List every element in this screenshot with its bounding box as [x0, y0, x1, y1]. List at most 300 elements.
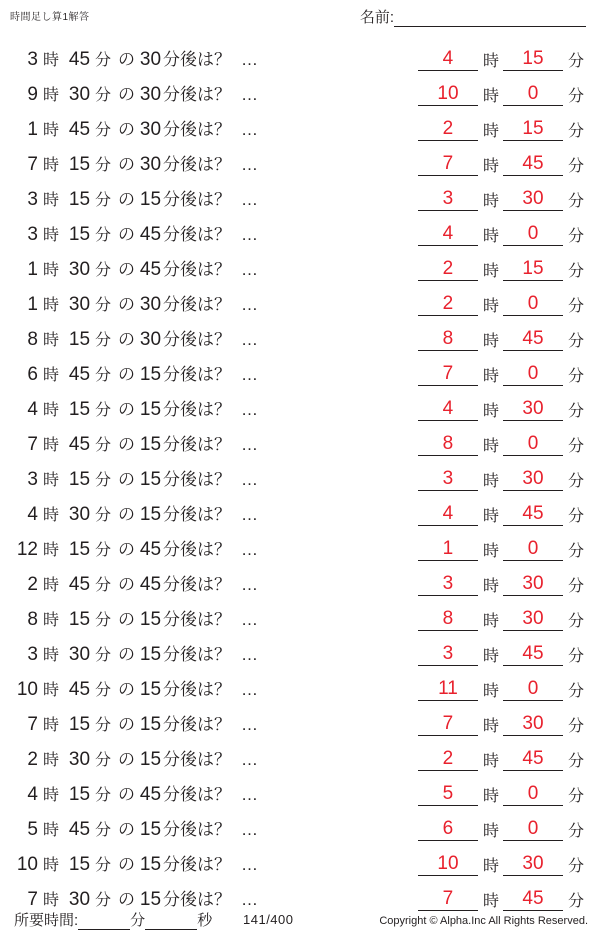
answer-minute[interactable]: 15 [503, 49, 563, 71]
hour-unit: 時 [43, 87, 60, 104]
answer-hour[interactable]: 10 [418, 854, 478, 876]
answer-minute-unit: 分 [567, 123, 584, 140]
question-hour: 7 [27, 714, 38, 735]
document-title: 時間足し算1解答 [10, 12, 90, 23]
question-minute: 45 [68, 434, 91, 455]
answer-minute[interactable]: 0 [503, 679, 563, 701]
question-add-minutes: 30 [139, 49, 162, 70]
ellipsis: … [241, 785, 259, 804]
no-particle: の [118, 820, 136, 839]
answer-minute[interactable]: 0 [503, 84, 563, 106]
problem-row [0, 421, 600, 456]
answer-minute[interactable]: 30 [503, 714, 563, 736]
problem-row [0, 631, 600, 666]
hour-unit: 時 [43, 262, 60, 279]
answer-hour-unit: 時 [482, 438, 499, 455]
hour-unit: 時 [43, 717, 60, 734]
answer-minute-unit: 分 [567, 228, 584, 245]
minute-unit: 分 [95, 612, 112, 629]
answer-minute[interactable]: 0 [503, 434, 563, 456]
question-hour: 10 [16, 854, 38, 875]
question-add-minutes: 45 [139, 224, 162, 245]
answer-minute[interactable]: 0 [503, 294, 563, 316]
answer-group [418, 713, 588, 736]
answer-minute[interactable]: 45 [503, 329, 563, 351]
question-add-minutes: 30 [139, 329, 162, 350]
name-label: 名前: [359, 9, 394, 26]
problem-row [0, 771, 600, 806]
hour-unit: 時 [43, 647, 60, 664]
hour-unit: 時 [43, 367, 60, 384]
answer-group [418, 818, 588, 841]
after-phrase: 分後は？ [163, 225, 232, 244]
answer-group [418, 853, 588, 876]
after-phrase: 分後は？ [163, 400, 232, 419]
question-hour: 2 [27, 749, 38, 770]
answer-minute-unit: 分 [567, 648, 584, 665]
after-phrase: 分後は？ [163, 120, 232, 139]
ellipsis: … [241, 400, 259, 419]
problem-question [12, 710, 258, 736]
answer-hour-unit: 時 [482, 333, 499, 350]
hour-unit: 時 [43, 297, 60, 314]
problem-row [0, 211, 600, 246]
answer-minute[interactable]: 15 [503, 259, 563, 281]
after-phrase: 分後は？ [163, 435, 232, 454]
after-phrase: 分後は？ [163, 890, 232, 909]
page-header [0, 6, 600, 32]
question-hour: 3 [27, 469, 38, 490]
answer-minute[interactable]: 30 [503, 189, 563, 211]
ellipsis: … [241, 190, 259, 209]
answer-minute[interactable]: 0 [503, 539, 563, 561]
answer-group [418, 643, 588, 666]
answer-hour[interactable]: 7 [418, 154, 478, 176]
question-add-minutes: 15 [139, 609, 162, 630]
question-add-minutes: 15 [139, 469, 162, 490]
answer-hour[interactable]: 1 [418, 539, 478, 561]
answer-minute[interactable]: 15 [503, 119, 563, 141]
answer-group [418, 153, 588, 176]
question-add-minutes: 15 [139, 819, 162, 840]
question-hour: 7 [27, 154, 38, 175]
question-add-minutes: 15 [139, 189, 162, 210]
hour-unit: 時 [43, 437, 60, 454]
answer-hour-unit: 時 [482, 613, 499, 630]
answer-minute-unit: 分 [567, 368, 584, 385]
minute-unit: 分 [95, 367, 112, 384]
page-number: 141/400 [243, 912, 294, 927]
question-minute: 30 [68, 889, 91, 910]
ellipsis: … [241, 330, 259, 349]
answer-minute[interactable]: 30 [503, 609, 563, 631]
answer-hour[interactable]: 11 [418, 679, 478, 701]
after-phrase: 分後は？ [163, 470, 232, 489]
problem-row [0, 176, 600, 211]
question-hour: 3 [27, 224, 38, 245]
time-required-label: 所要時間: [14, 912, 79, 929]
answer-hour[interactable]: 4 [418, 504, 478, 526]
question-hour: 5 [27, 819, 38, 840]
answer-hour-unit: 時 [482, 648, 499, 665]
answer-group [418, 398, 588, 421]
ellipsis: … [241, 155, 259, 174]
question-add-minutes: 30 [139, 154, 162, 175]
after-phrase: 分後は？ [163, 715, 232, 734]
question-add-minutes: 15 [139, 399, 162, 420]
after-phrase: 分後は？ [163, 750, 232, 769]
answer-minute[interactable]: 30 [503, 574, 563, 596]
problem-row [0, 876, 600, 911]
hour-unit: 時 [43, 122, 60, 139]
answer-minute[interactable]: 45 [503, 889, 563, 911]
hour-unit: 時 [43, 577, 60, 594]
answer-minute-unit: 分 [567, 753, 584, 770]
question-hour: 12 [16, 539, 38, 560]
answer-hour-unit: 時 [482, 53, 499, 70]
problem-question [12, 430, 258, 456]
after-phrase: 分後は？ [163, 820, 232, 839]
question-add-minutes: 30 [139, 294, 162, 315]
no-particle: の [118, 435, 136, 454]
after-phrase: 分後は？ [163, 575, 232, 594]
problem-row [0, 596, 600, 631]
question-minute: 15 [68, 609, 91, 630]
answer-hour-unit: 時 [482, 823, 499, 840]
answer-hour[interactable]: 7 [418, 714, 478, 736]
answer-minute-unit: 分 [567, 893, 584, 910]
minute-unit: 分 [95, 787, 112, 804]
problem-row [0, 281, 600, 316]
problem-row [0, 386, 600, 421]
answer-minute-unit: 分 [567, 298, 584, 315]
answer-group [418, 538, 588, 561]
answer-hour[interactable]: 7 [418, 889, 478, 911]
question-hour: 2 [27, 574, 38, 595]
answer-hour-unit: 時 [482, 788, 499, 805]
answer-minute-unit: 分 [567, 578, 584, 595]
question-add-minutes: 30 [139, 84, 162, 105]
minute-unit: 分 [95, 87, 112, 104]
answer-hour-unit: 時 [482, 578, 499, 595]
answer-hour[interactable]: 3 [418, 189, 478, 211]
answer-minute[interactable]: 45 [503, 644, 563, 666]
question-hour: 3 [27, 189, 38, 210]
after-phrase: 分後は？ [163, 680, 232, 699]
question-hour: 7 [27, 889, 38, 910]
answer-minute[interactable]: 45 [503, 504, 563, 526]
ellipsis: … [241, 890, 259, 909]
answer-group [418, 328, 588, 351]
answer-hour-unit: 時 [482, 193, 499, 210]
minute-unit: 分 [95, 647, 112, 664]
answer-group [418, 503, 588, 526]
question-add-minutes: 15 [139, 644, 162, 665]
after-phrase: 分後は？ [163, 85, 232, 104]
question-minute: 45 [68, 49, 91, 70]
answer-minute[interactable]: 0 [503, 224, 563, 246]
question-minute: 15 [68, 854, 91, 875]
question-minute: 30 [68, 259, 91, 280]
problem-question [12, 465, 258, 491]
answer-minute[interactable]: 0 [503, 784, 563, 806]
hour-unit: 時 [43, 612, 60, 629]
answer-hour[interactable]: 5 [418, 784, 478, 806]
after-phrase: 分後は？ [163, 50, 232, 69]
no-particle: の [118, 715, 136, 734]
problem-row [0, 456, 600, 491]
ellipsis: … [241, 120, 259, 139]
ellipsis: … [241, 470, 259, 489]
no-particle: の [118, 190, 136, 209]
answer-hour-unit: 時 [482, 858, 499, 875]
question-hour: 8 [27, 609, 38, 630]
answer-hour[interactable]: 8 [418, 329, 478, 351]
question-minute: 15 [68, 469, 91, 490]
copyright-notice: Copyright © Alpha.Inc All Rights Reserved. [379, 915, 588, 927]
hour-unit: 時 [43, 52, 60, 69]
answer-minute[interactable]: 45 [503, 749, 563, 771]
answer-minute-unit: 分 [567, 683, 584, 700]
answer-minute[interactable]: 30 [503, 469, 563, 491]
problem-question [12, 605, 258, 631]
question-hour: 7 [27, 434, 38, 455]
minute-unit: 分 [95, 262, 112, 279]
problem-question [12, 255, 258, 281]
after-phrase: 分後は？ [163, 190, 232, 209]
answer-hour-unit: 時 [482, 368, 499, 385]
answer-hour[interactable]: 2 [418, 294, 478, 316]
question-hour: 9 [27, 84, 38, 105]
answer-hour-unit: 時 [482, 88, 499, 105]
answer-group [418, 433, 588, 456]
question-minute: 45 [68, 119, 91, 140]
minute-unit: 分 [95, 122, 112, 139]
answer-hour[interactable]: 3 [418, 574, 478, 596]
problem-question [12, 815, 258, 841]
minute-unit: 分 [95, 542, 112, 559]
answer-hour[interactable]: 8 [418, 434, 478, 456]
answer-hour-unit: 時 [482, 158, 499, 175]
question-hour: 4 [27, 784, 38, 805]
no-particle: の [118, 120, 136, 139]
no-particle: の [118, 295, 136, 314]
answer-minute[interactable]: 30 [503, 399, 563, 421]
no-particle: の [118, 855, 136, 874]
answer-group [418, 223, 588, 246]
answer-hour[interactable]: 4 [418, 224, 478, 246]
question-hour: 8 [27, 329, 38, 350]
answer-hour[interactable]: 6 [418, 819, 478, 841]
answer-minute-unit: 分 [567, 823, 584, 840]
ellipsis: … [241, 225, 259, 244]
no-particle: の [118, 225, 136, 244]
answer-minute-unit: 分 [567, 158, 584, 175]
answer-minute[interactable]: 45 [503, 154, 563, 176]
answer-hour-unit: 時 [482, 753, 499, 770]
hour-unit: 時 [43, 822, 60, 839]
answer-hour[interactable]: 10 [418, 84, 478, 106]
problem-row [0, 561, 600, 596]
answer-hour-unit: 時 [482, 543, 499, 560]
minute-unit: 分 [95, 822, 112, 839]
problem-question [12, 80, 258, 106]
answer-hour[interactable]: 2 [418, 119, 478, 141]
ellipsis: … [241, 295, 259, 314]
hour-unit: 時 [43, 857, 60, 874]
no-particle: の [118, 610, 136, 629]
ellipsis: … [241, 540, 259, 559]
answer-hour-unit: 時 [482, 683, 499, 700]
problem-row [0, 841, 600, 876]
question-minute: 15 [68, 399, 91, 420]
hour-unit: 時 [43, 227, 60, 244]
ellipsis: … [241, 645, 259, 664]
answer-minute[interactable]: 30 [503, 854, 563, 876]
answer-hour[interactable]: 8 [418, 609, 478, 631]
question-hour: 10 [16, 679, 38, 700]
hour-unit: 時 [43, 192, 60, 209]
time-second-input-line[interactable] [145, 913, 197, 930]
ellipsis: … [241, 750, 259, 769]
answer-minute-unit: 分 [567, 613, 584, 630]
question-hour: 3 [27, 644, 38, 665]
after-phrase: 分後は？ [163, 260, 232, 279]
answer-hour[interactable]: 7 [418, 364, 478, 386]
answer-group [418, 573, 588, 596]
no-particle: の [118, 260, 136, 279]
answer-group [418, 888, 588, 911]
answer-minute[interactable]: 0 [503, 819, 563, 841]
hour-unit: 時 [43, 787, 60, 804]
question-add-minutes: 15 [139, 504, 162, 525]
answer-hour[interactable]: 2 [418, 259, 478, 281]
question-add-minutes: 15 [139, 889, 162, 910]
question-hour: 1 [27, 119, 38, 140]
name-input-line[interactable] [394, 9, 586, 27]
question-minute: 15 [68, 784, 91, 805]
ellipsis: … [241, 85, 259, 104]
problem-question [12, 885, 258, 911]
hour-unit: 時 [43, 892, 60, 909]
no-particle: の [118, 155, 136, 174]
question-minute: 30 [68, 644, 91, 665]
question-minute: 15 [68, 714, 91, 735]
after-phrase: 分後は？ [163, 155, 232, 174]
answer-group [418, 678, 588, 701]
problem-row [0, 701, 600, 736]
answer-hour-unit: 時 [482, 263, 499, 280]
after-phrase: 分後は？ [163, 855, 232, 874]
problem-row [0, 526, 600, 561]
question-minute: 30 [68, 84, 91, 105]
answer-group [418, 363, 588, 386]
no-particle: の [118, 680, 136, 699]
answer-hour-unit: 時 [482, 403, 499, 420]
question-hour: 3 [27, 49, 38, 70]
hour-unit: 時 [43, 682, 60, 699]
problem-question [12, 290, 258, 316]
answer-hour[interactable]: 2 [418, 749, 478, 771]
question-hour: 1 [27, 259, 38, 280]
after-phrase: 分後は？ [163, 645, 232, 664]
answer-hour[interactable]: 3 [418, 644, 478, 666]
after-phrase: 分後は？ [163, 610, 232, 629]
minute-unit: 分 [95, 682, 112, 699]
answer-minute-unit: 分 [567, 718, 584, 735]
answer-minute-unit: 分 [567, 193, 584, 210]
problem-row [0, 491, 600, 526]
minute-unit: 分 [95, 192, 112, 209]
question-add-minutes: 15 [139, 364, 162, 385]
minute-unit: 分 [95, 752, 112, 769]
question-add-minutes: 15 [139, 714, 162, 735]
minute-unit: 分 [95, 857, 112, 874]
problem-row [0, 106, 600, 141]
problem-question [12, 325, 258, 351]
problem-question [12, 570, 258, 596]
ellipsis: … [241, 820, 259, 839]
answer-hour[interactable]: 4 [418, 399, 478, 421]
answer-minute-unit: 分 [567, 543, 584, 560]
answer-minute-unit: 分 [567, 403, 584, 420]
minute-unit: 分 [95, 892, 112, 909]
answer-hour-unit: 時 [482, 123, 499, 140]
question-add-minutes: 45 [139, 539, 162, 560]
question-add-minutes: 15 [139, 679, 162, 700]
page-footer [0, 909, 600, 939]
answer-minute-unit: 分 [567, 438, 584, 455]
after-phrase: 分後は？ [163, 505, 232, 524]
hour-unit: 時 [43, 472, 60, 489]
answer-hour[interactable]: 3 [418, 469, 478, 491]
question-minute: 45 [68, 679, 91, 700]
hour-unit: 時 [43, 507, 60, 524]
answer-hour[interactable]: 4 [418, 49, 478, 71]
answer-group [418, 748, 588, 771]
question-minute: 45 [68, 364, 91, 385]
problem-row [0, 316, 600, 351]
problem-question [12, 535, 258, 561]
time-required-block [14, 909, 212, 930]
problem-row [0, 141, 600, 176]
answer-minute[interactable]: 0 [503, 364, 563, 386]
problem-question [12, 780, 258, 806]
question-add-minutes: 45 [139, 259, 162, 280]
problem-question [12, 220, 258, 246]
minute-unit: 分 [95, 297, 112, 314]
question-add-minutes: 45 [139, 784, 162, 805]
time-minute-input-line[interactable] [78, 913, 130, 930]
question-add-minutes: 30 [139, 119, 162, 140]
question-minute: 15 [68, 224, 91, 245]
hour-unit: 時 [43, 332, 60, 349]
no-particle: の [118, 85, 136, 104]
minute-unit: 分 [95, 577, 112, 594]
after-phrase: 分後は？ [163, 295, 232, 314]
problem-question [12, 675, 258, 701]
problem-question [12, 395, 258, 421]
problem-row [0, 71, 600, 106]
answer-group [418, 118, 588, 141]
after-phrase: 分後は？ [163, 540, 232, 559]
time-minute-unit: 分 [130, 912, 146, 929]
answer-minute-unit: 分 [567, 53, 584, 70]
problem-question [12, 115, 258, 141]
ellipsis: … [241, 505, 259, 524]
problem-list [0, 36, 600, 911]
no-particle: の [118, 645, 136, 664]
